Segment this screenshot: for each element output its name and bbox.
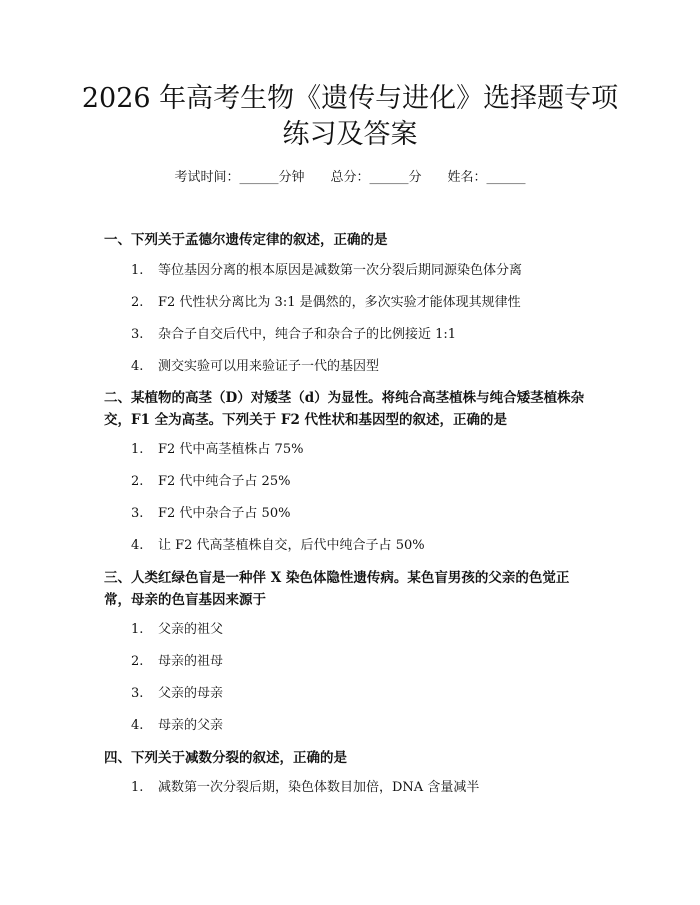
exam-info <box>0 169 700 187</box>
question-2-heading-line-2: 交，F1 全为高茎。下列关于 F2 代性状和基因型的叙述，正确的是 <box>104 412 508 428</box>
option-text: 让 F2 代高茎植株自交，后代中纯合子占 50% <box>158 538 425 553</box>
option-number: 1. <box>131 780 144 795</box>
option-text: 杂合子自交后代中，纯合子和杂合子的比例接近 1:1 <box>158 327 457 342</box>
question-4-heading: 四、下列关于减数分裂的叙述，正确的是 <box>104 750 347 766</box>
question-1-option-3 <box>131 326 611 344</box>
option-number: 1. <box>131 263 144 278</box>
option-number: 4. <box>131 718 144 733</box>
question-3-heading-line-2: 常，母亲的色盲基因来源于 <box>104 592 266 608</box>
question-2-option-4 <box>131 537 611 555</box>
option-text: F2 代中杂合子占 50% <box>158 506 291 521</box>
option-text: F2 代中高茎植株占 75% <box>158 442 304 457</box>
option-number: 1. <box>131 622 144 637</box>
option-number: 4. <box>131 359 144 374</box>
question-1-option-1 <box>131 262 611 280</box>
question-2-option-2 <box>131 473 611 491</box>
option-number: 3. <box>131 506 144 521</box>
page-title-line-2: 练习及答案 <box>282 119 418 150</box>
question-2-option-1 <box>131 441 611 459</box>
question-3-option-3 <box>131 685 611 703</box>
option-number: 3. <box>131 327 144 342</box>
option-text: 减数第一次分裂后期，染色体数目加倍，DNA 含量减半 <box>158 780 480 795</box>
option-number: 1. <box>131 442 144 457</box>
question-3-option-2 <box>131 653 611 671</box>
page-title-line-1: 2026 年高考生物《遗传与进化》选择题专项 <box>81 83 619 114</box>
question-3-option-1 <box>131 621 611 639</box>
option-number: 2. <box>131 654 144 669</box>
option-text: 母亲的父亲 <box>158 718 224 733</box>
option-number: 4. <box>131 538 144 553</box>
option-number: 2. <box>131 474 144 489</box>
question-1-option-2 <box>131 294 611 312</box>
question-3-option-4 <box>131 717 611 735</box>
question-2-option-3 <box>131 505 611 523</box>
student-name-field: 姓名：______ <box>447 170 526 185</box>
question-1-option-4 <box>131 358 611 376</box>
option-number: 3. <box>131 686 144 701</box>
option-text: F2 代性状分离比为 3:1 是偶然的，多次实验才能体现其规律性 <box>158 295 521 310</box>
option-text: F2 代中纯合子占 25% <box>158 474 291 489</box>
option-text: 等位基因分离的根本原因是减数第一次分裂后期同源染色体分离 <box>158 263 523 278</box>
total-score-field: 总分：______分 <box>330 170 422 185</box>
question-2-heading-line-1: 二、某植物的高茎（D）对矮茎（d）为显性。将纯合高茎植株与纯合矮茎植株杂 <box>104 390 585 406</box>
option-text: 母亲的祖母 <box>158 654 224 669</box>
option-text: 父亲的祖父 <box>158 622 224 637</box>
option-text: 父亲的母亲 <box>158 686 224 701</box>
question-1-heading: 一、下列关于孟德尔遗传定律的叙述，正确的是 <box>104 232 388 248</box>
exam-time-field: 考试时间：______分钟 <box>174 170 305 185</box>
question-4-option-1 <box>131 779 611 797</box>
option-text: 测交实验可以用来验证子一代的基因型 <box>158 359 380 374</box>
option-number: 2. <box>131 295 144 310</box>
question-3-heading-line-1: 三、人类红绿色盲是一种伴 X 染色体隐性遗传病。某色盲男孩的父亲的色觉正 <box>104 570 570 586</box>
